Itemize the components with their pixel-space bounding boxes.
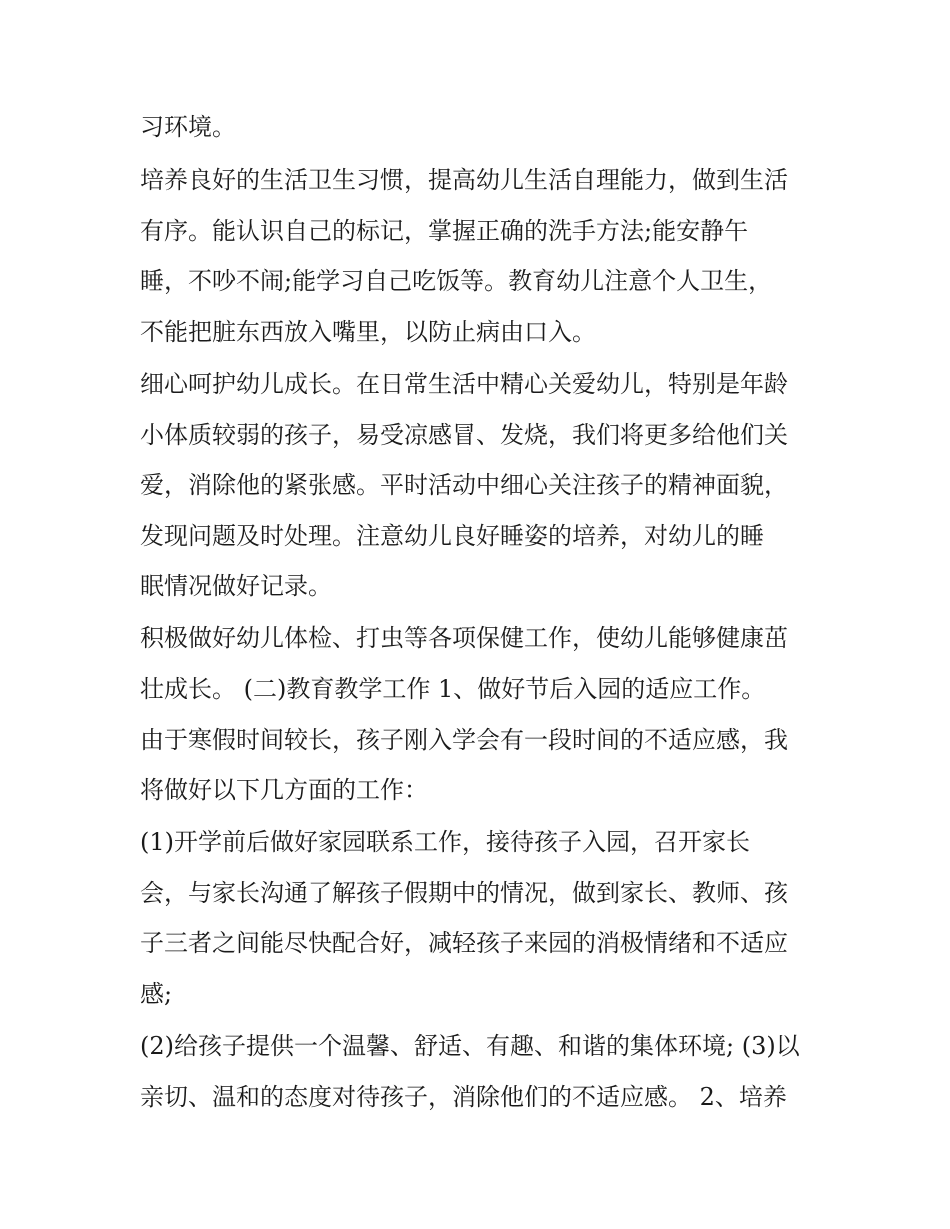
text-line: 小体质较弱的孩子，易受凉感冒、发烧，我们将更多给他们关: [140, 421, 788, 449]
text-line: (2)给孩子提供一个温馨、舒适、有趣、和谐的集体环境; (3)以: [140, 1032, 800, 1060]
text-line: 培养良好的生活卫生习惯，提高幼儿生活自理能力，做到生活: [140, 166, 788, 194]
text-line: 细心呵护幼儿成长。在日常生活中精心关爱幼儿，特别是年龄: [140, 370, 788, 398]
text-line: 将做好以下几方面的工作：: [140, 776, 428, 804]
text-line: 由于寒假时间较长，孩子刚入学会有一段时间的不适应感，我: [140, 726, 788, 754]
text-line: 睡，不吵不闹;能学习自己吃饭等。教育幼儿注意个人卫生，: [140, 267, 773, 295]
text-line: 积极做好幼儿体检、打虫等各项保健工作，使幼儿能够健康茁: [140, 624, 788, 652]
text-line: 不能把脏东西放入嘴里，以防止病由口入。: [140, 318, 596, 346]
text-line: 感;: [140, 980, 173, 1008]
text-line: 会，与家长沟通了解孩子假期中的情况，做到家长、教师、孩: [140, 879, 788, 907]
text-line: 眠情况做好记录。: [140, 572, 332, 600]
text-line: 壮成长。 (二)教育教学工作 1、做好节后入园的适应工作。: [140, 675, 766, 703]
text-line: 爱，消除他的紧张感。平时活动中细心关注孩子的精神面貌，: [140, 471, 788, 499]
text-line: 亲切、温和的态度对待孩子，消除他们的不适应感。 2、培养: [140, 1083, 787, 1111]
text-line: 习环境。: [140, 113, 236, 141]
text-line: 有序。能认识自己的标记，掌握正确的洗手方法;能安静午: [140, 217, 749, 245]
text-line: 子三者之间能尽快配合好，减轻孩子来园的消极情绪和不适应: [140, 929, 788, 957]
text-line: 发现问题及时处理。注意幼儿良好睡姿的培养，对幼儿的睡: [140, 522, 764, 550]
text-line: (1)开学前后做好家园联系工作，接待孩子入园，召开家长: [140, 828, 750, 856]
